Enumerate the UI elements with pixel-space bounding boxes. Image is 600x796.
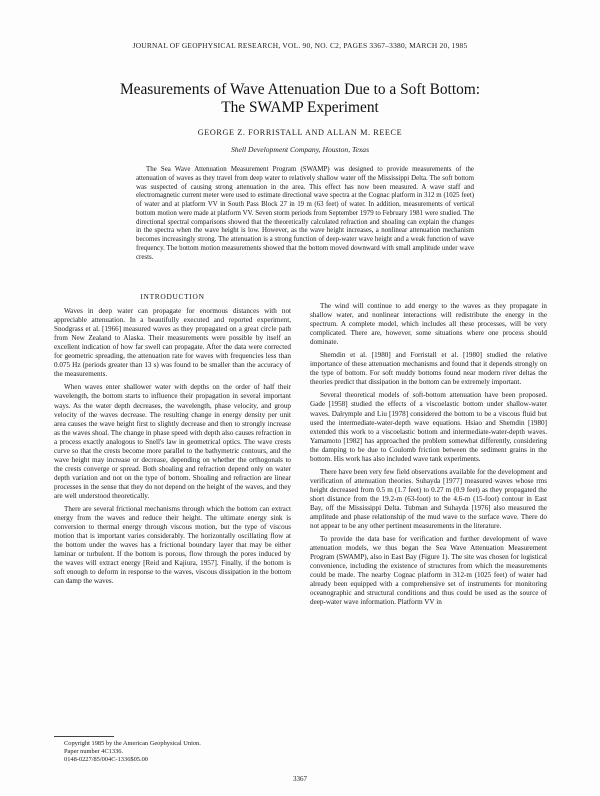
footnote-copyright: Copyright 1985 by the American Geophysical Union. [64,740,201,747]
article-title [40,81,560,117]
paragraph: The wind will continue to add energy to the waves as they propagate in shallow water, and nonlinear interactions will redistribute the energy in the spectrum. A complete model, which includes all these processes, will be very complicated. There are, however, some situations where one process should dominate. [310,302,547,347]
section-heading: INTRODUCTION [140,292,205,301]
affiliation: Shell Development Company, Houston, Texas [230,145,370,154]
page-number: 3367 [293,775,307,783]
paragraph: Waves in deep water can propagate for enormous distances with not appreciable attenuation. In a beautifully executed and reported experiment, Snodgrass et al. [1966] measured waves as they propagated on a great circle path from New Zealand to Alaska. Their measurements were possible by itself an excellent indication of how far swell can propagate. After the data were corrected for geometric spreading, the attenuation rate for waves with frequencies less than 0.075 Hz (periods greater than 13 s) was found to be smaller than the accuracy of the measurements. [54,307,291,379]
authors: GEORGE Z. FORRISTALL AND ALLAN M. REECE [197,128,403,137]
paragraph: There are several frictional mechanisms through which the bottom can extract energy from the waves and reduce their height. The ultimate energy sink is conversion to thermal energy through viscous motion, but the type of viscous motion that is important varies considerably. The horizontally oscillating flow at the bottom under the waves has a frictional boundary layer that may be either laminar or turbulent. If the bottom is porous, flow through the pores induced by the waves will extract energy [Reid and Kajiura, 1957]. Finally, if the bottom is soft enough to deform in response to the waves, viscous dissipation in the bottom can damp the waves. [54,505,291,586]
right-column [310,302,547,612]
paragraph: Shemdin et al. [1980] and Forristall et al. [1980] studied the relative importance of these attenuation mechanisms and found that it depends strongly on the type of bottom. For soft muddy bottoms found near modern river deltas the theories predict that dissipation in the bottom can be extremely important. [310,351,547,387]
footnote-rule [54,736,114,737]
journal-header: JOURNAL OF GEOPHYSICAL RESEARCH, VOL. 90, NO. C2, PAGES 3367–3380, MARCH 20, 1985 [132,41,468,50]
left-column [54,292,291,590]
paragraph: Several theoretical models of soft-bottom attenuation have been proposed. Gade [1958] studied the effects of a viscoelastic bottom under shallow-water waves. Dalrymple and Liu [1978] considered the bottom to be a viscous fluid but used the intermediate-water-depth wave equations. Hsiao and Shemdin [1980] extended this work to a viscoelastic bottom and intermediate-water-depth waves. Yamamoto [1982] has approached the problem somewhat differently, considering the damping to be due to Coulomb friction between the sediment grains in the bottom. His work has also included wave tank experiments. [310,391,547,463]
paragraph: There have been very few field observations available for the development and verification of attenuation theories. Suhayda [1977] measured waves whose rms height decreased from 0.5 m (1.7 feet) to 0.27 m (0.9 feet) as they propagated the short distance from the 19.2-m (63-foot) to the 4.6-m (15-foot) contour in East Bay, off the Mississippi Delta. Tubman and Suhayda [1976] also measured the amplitude and phase relationship of the mud wave to the surface wave. There do not appear to be any other pertinent measurements in the literature. [310,467,547,531]
footnote [54,736,291,765]
footnote-code: 0148-0227/85/004C-1336$05.00 [64,756,148,764]
title-line-1: Measurements of Wave Attenuation Due to a Soft Bottom: [119,81,481,98]
title-line-2: The SWAMP Experiment [221,99,379,116]
paragraph: When waves enter shallower water with depths on the order of half their wavelength, the bottom starts to influence their propagation in several important ways. As the water depth decreases, the wavelength, phase velocity, and group velocity of the waves decrease. The resulting change in energy density per unit area causes the wave height first to slightly decrease and then to strongly increase as the waves shoal. The change in phase speed with depth also causes refraction in a process exactly analogous to Snell's law in geometrical optics. The wave crests curve so that the crests become more parallel to the bathymetric contours, and the wave height may increase or decrease, depending on whether the orthogonals to the crests converge or spread. Both shoaling and refraction depend only on water depth variation and not on the type of bottom. Shoaling and refraction are linear processes in the sense that they do not depend on the height of the waves, and they are well understood theoretically. [54,383,291,500]
abstract: The Sea Wave Attenuation Measurement Program (SWAMP) was designed to provide measurements of the attenuation of waves as they travel from deep water to relatively shallow water off the Mississippi Delta. The soft bottom was suspected of causing strong attenuation in the area. This effect has now been measured. A wave staff and electromagnetic current meter were used to estimate directional wave spectra at the Cognac platform in 312 m (1025 feet) of water and at platform VV in South Pass Block 27 in 19 m (63 feet) of water. In addition, measurements of vertical bottom motion were made at platform VV. Seven storm periods from September 1979 to February 1981 were studied. The directional spectral comparisons showed that the theoretically calculated refraction and shoaling can explain the changes in the spectra when the wave height is low. However, as the wave height increases, a nonlinear attenuation mechanism becomes increasingly strong. The attenuation is a strong function of deep-water wave height and a weak function of wave frequency. The bottom motion measurements showed that the bottom moved downward with small amplitude under wave crests. [136,166,474,261]
paragraph: To provide the data base for verification and further development of wave attenuation models, we thus began the Sea Wave Attenuation Measurement Program (SWAMP), also in East Bay (Figure 1). The site was chosen for logistical convenience, including the existence of structures from which the measurements could be made. The nearby Cognac platform in 312-m (1025 feet) of water had already been equipped with a comprehensive set of instruments for monitoring oceanographic and structural conditions and thus could be used as the source of deep-water wave information. Platform VV in [310,535,547,607]
footnote-paper-number: Paper number 4C1336. [64,748,124,756]
